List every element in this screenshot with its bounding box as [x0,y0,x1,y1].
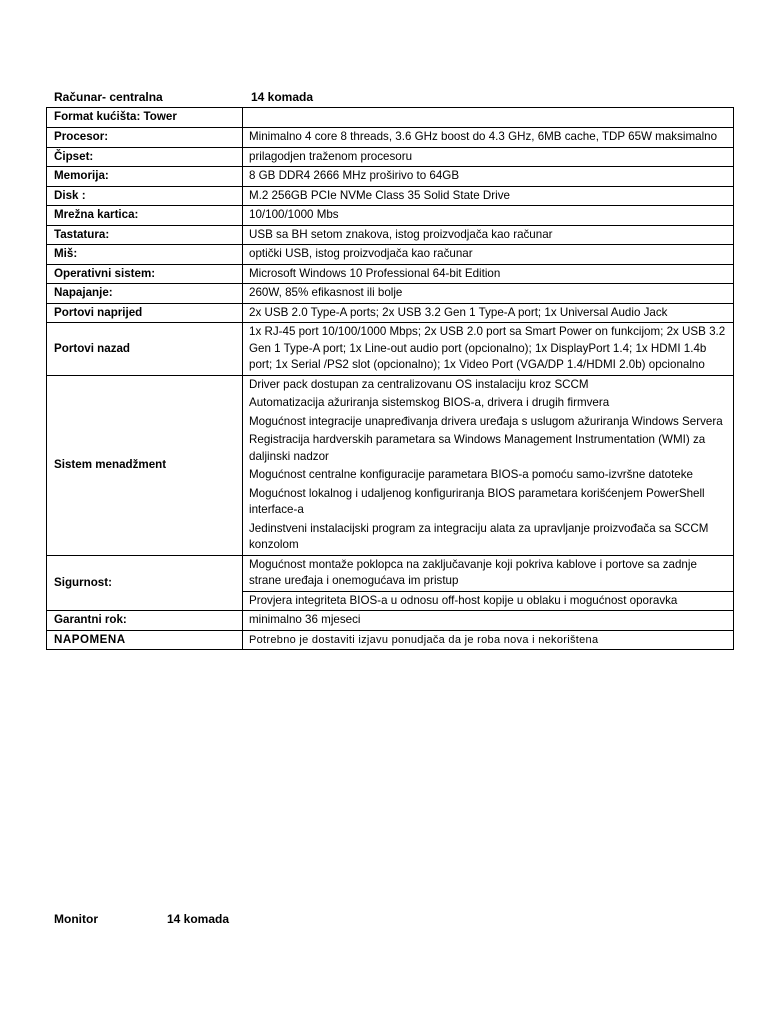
row-label: Disk : [47,186,243,206]
table-row [47,323,734,376]
row-label: Sistem menadžment [47,375,243,555]
row-value: prilagodjen traženom procesoru [243,147,734,167]
table-row [47,206,734,226]
row-label: Format kućišta: Tower [47,108,243,128]
row-label: Miš: [47,245,243,265]
row-label: Portovi naprijed [47,303,243,323]
table-row [47,225,734,245]
row-label: Memorija: [47,167,243,187]
table-row [47,555,734,611]
list-item: Registracija hardverskih parametara sa Windows Management Instrumentation (WMI) za daljinski nadzor [249,433,706,463]
row-value: 260W, 85% efikasnost ili bolje [243,284,734,304]
row-label: Mrežna kartica: [47,206,243,226]
row-label: Procesor: [47,128,243,148]
list-item: Mogućnost centralne konfiguracije parametara BIOS-a pomoću samo-izvršne datoteke [249,468,694,481]
table-row [47,284,734,304]
list-item: Provjera integriteta BIOS-a u odnosu off-host kopije u oblaku i mogućnost oporavka [243,591,733,611]
row-label: Čipset: [47,147,243,167]
list-item: Automatizacija ažuriranja sistemskog BIOS-a, drivera i drugih firmvera [249,396,610,409]
row-value: optički USB, istog proizvodjača kao računar [243,245,734,265]
row-label: Portovi nazad [47,323,243,376]
table-row [47,303,734,323]
row-value: 8 GB DDR4 2666 MHz proširivo to 64GB [243,167,734,187]
list-item: Driver pack dostupan za centralizovanu OS instalaciju kroz SCCM [249,377,589,391]
row-value: USB sa BH setom znakova, istog proizvodjača kao računar [243,225,734,245]
row-value: 10/100/1000 Mbs [243,206,734,226]
list-item: Mogućnost montaže poklopca na zaključavanje koji pokriva kablove i portove sa zadnje strane uređaja i onemogućava im pristup [249,557,697,587]
row-value [243,108,734,128]
row-value: M.2 256GB PCIe NVMe Class 35 Solid State Drive [243,186,734,206]
table-row [47,630,734,650]
table-row [47,264,734,284]
row-value-list [243,555,734,611]
table-row [47,108,734,128]
list-item: Mogućnost integracije unapređivanja drivera uređaja s uslugom ažuriranja Windows Servera [249,414,723,428]
row-value: 1x RJ-45 port 10/100/1000 Mbps; 2x USB 2.0 port sa Smart Power on funkcijom; 2x USB 3.2 Gen 1 Type-A port; 1x Line-out audio port (opcionalno); 1x DisplayPort 1.4; 1x HDMI 1.4b port; 1x Serial /PS2 slot (opcionalno); 1x Video Port (VGA/DP 1.4/HDMI 2.0b) opcionalno [243,323,734,376]
list-item: Jedinstveni instalacijski program za integraciju alata za upravljanje proizvođača sa SCCM konzolom [249,521,709,551]
row-label: Sigurnost: [47,555,243,611]
row-value-list [243,375,734,555]
row-label: Tastatura: [47,225,243,245]
table-row [47,128,734,148]
table-row [47,147,734,167]
table-row [47,611,734,631]
row-value: Microsoft Windows 10 Professional 64-bit Edition [243,264,734,284]
row-label: Operativni sistem: [47,264,243,284]
list-item: Mogućnost lokalnog i udaljenog konfiguriranja BIOS parametara korišćenjem PowerShell interface-a [249,486,705,516]
note-value: Potrebno je dostaviti izjavu ponudjača da je roba nova i nekorištena [243,630,734,650]
heading-quantity: 14 komada [251,90,314,104]
table-row [47,167,734,187]
section-heading-monitor [54,912,230,926]
note-label: NAPOMENA [47,630,243,650]
heading-label: Računar- centralna [54,90,163,104]
row-value: Minimalno 4 core 8 threads, 3.6 GHz boost do 4.3 GHz, 6MB cache, TDP 65W maksimalno [243,128,734,148]
monitor-label: Monitor [54,912,98,926]
row-value: 2x USB 2.0 Type-A ports; 2x USB 3.2 Gen 1 Type-A port; 1x Universal Audio Jack [243,303,734,323]
row-value: minimalno 36 mjeseci [243,611,734,631]
spec-table [46,107,734,650]
table-row [47,375,734,555]
row-label: Garantni rok: [47,611,243,631]
table-row [47,186,734,206]
table-row [47,245,734,265]
row-label: Napajanje: [47,284,243,304]
section-heading-racunar [54,90,314,104]
monitor-quantity: 14 komada [167,912,230,926]
